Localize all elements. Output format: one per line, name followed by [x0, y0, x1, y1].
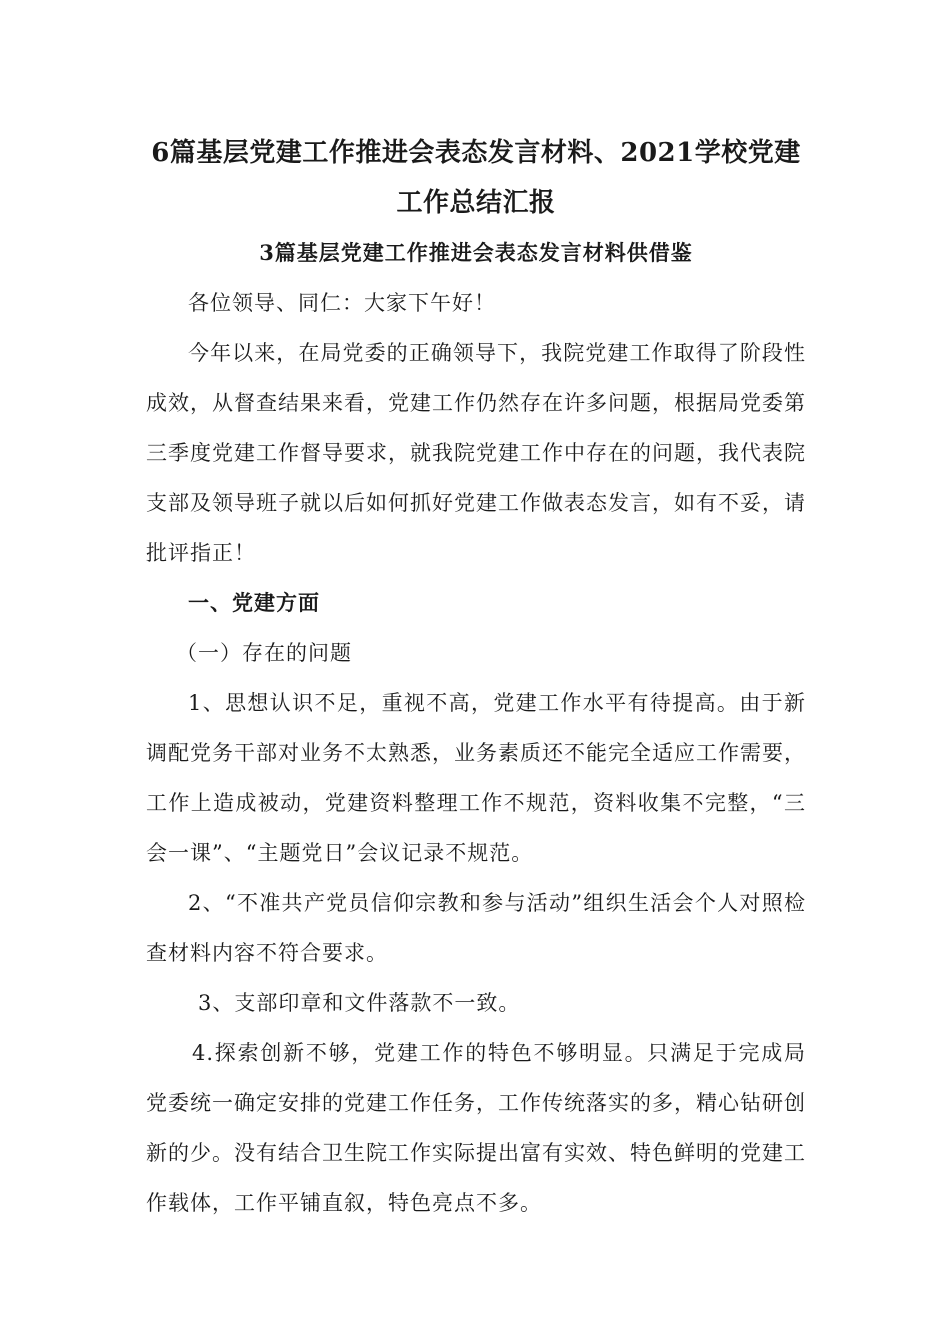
- problem-item-1: 1、思想认识不足，重视不高，党建工作水平有待提高。由于新调配党务干部对业务不太熟悉，业务素质还不能完全适应工作需要，工作上造成被动，党建资料整理工作不规范，资料收集不完整，“三会一课”、“主题党日”会议记录不规范。: [146, 691, 806, 865]
- problem-item-3: 3、支部印章和文件落款不一致。: [198, 991, 521, 1015]
- section-heading-party-building: 一、党建方面: [188, 590, 320, 615]
- document-title: 6篇基层党建工作推进会表态发言材料、2021学校党建工作总结汇报: [151, 138, 801, 218]
- intro-paragraph: 今年以来，在局党委的正确领导下，我院党建工作取得了阶段性成效，从督查结果来看，党建工作仍然存在许多问题，根据局党委第三季度党建工作督导要求，就我院党建工作中存在的问题，我代表院支部及领导班子就以后如何抓好党建工作做表态发言，如有不妥，请批评指正！: [146, 341, 806, 565]
- document-subtitle: 3篇基层党建工作推进会表态发言材料供借鉴: [259, 240, 693, 265]
- problem-item-4: 4.探索创新不够，党建工作的特色不够明显。只满足于完成局党委统一确定安排的党建工作任务，工作传统落实的多，精心钻研创新的少。没有结合卫生院工作实际提出富有实效、特色鲜明的党建工作载体，工作平铺直叙，特色亮点不多。: [146, 1041, 806, 1215]
- document-body: [146, 128, 806, 1228]
- greeting-paragraph: 各位领导、同仁：大家下午好！: [188, 291, 496, 315]
- subsection-heading-problems: （一）存在的问题: [176, 641, 352, 665]
- problem-item-2: 2、“不准共产党员信仰宗教和参与活动”组织生活会个人对照检查材料内容不符合要求。: [146, 891, 806, 965]
